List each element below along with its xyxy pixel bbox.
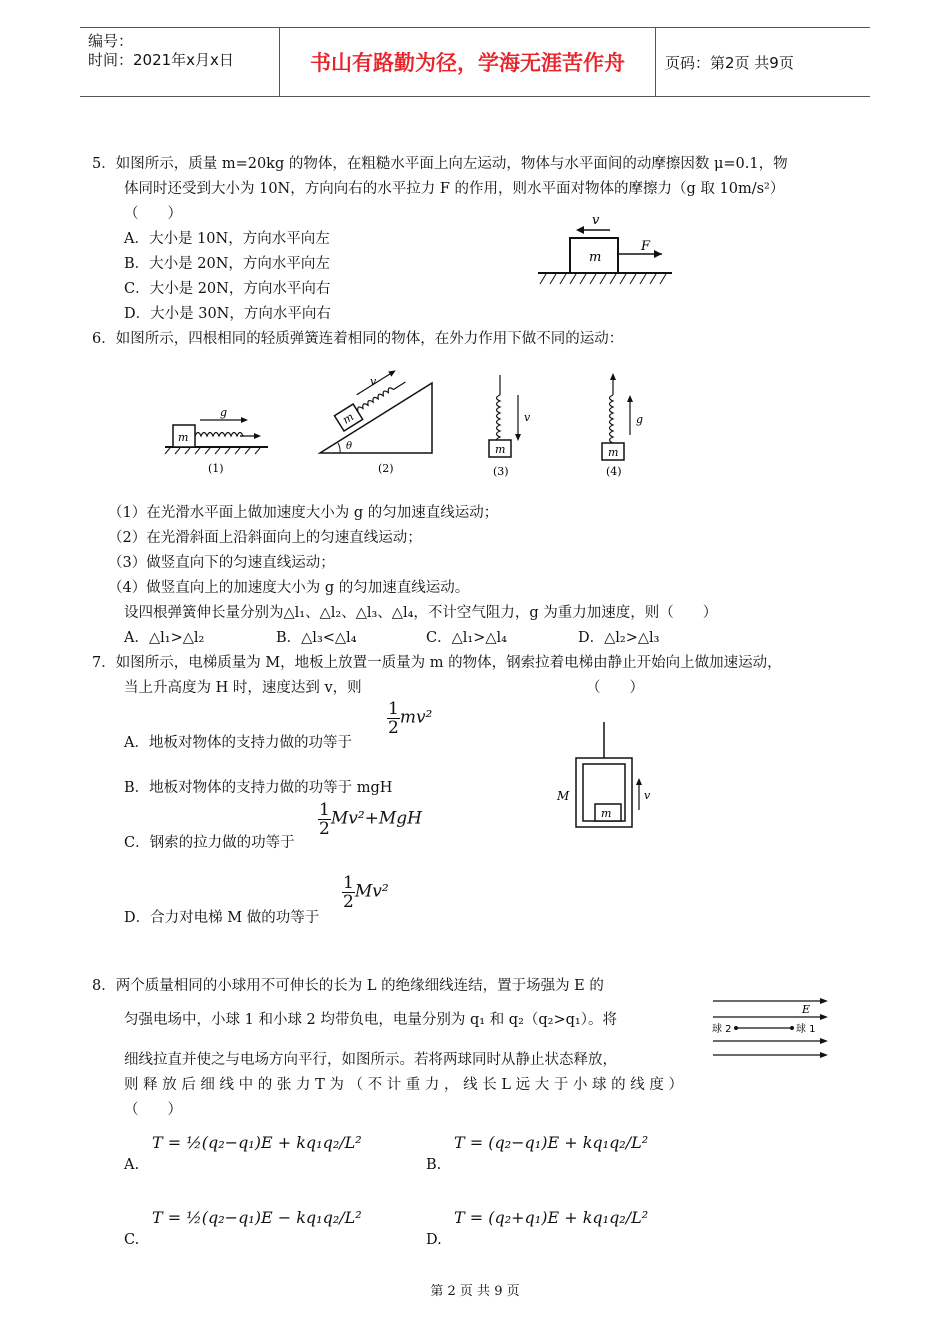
q5-figure: [538, 210, 678, 290]
q5-mass-label: m: [589, 250, 602, 265]
q7-line2: 当上升高度为 H 时，速度达到 v，则: [124, 680, 362, 696]
q5-line2: 体同时还受到大小为 10N，方向向右的水平拉力 F 的作用，则水平面对物体的摩擦力（g 取 10m/s²）: [124, 181, 785, 197]
q6-question: 设四根弹簧伸长量分别为△l₁、△l₂、△l₃、△l₄，不计空气阻力，g 为重力加速度，则（ ）: [124, 605, 718, 621]
q6-fig1-mass: m: [178, 431, 189, 444]
q6-fig3-v: v: [524, 411, 531, 424]
q6-figure: [160, 365, 660, 483]
q8-line2: 匀强电场中，小球 1 和小球 2 均带负电，电量分别为 q₁ 和 q₂（q₂>q₁）。将: [124, 1012, 617, 1028]
q6-option-c: C．△l₁>△l₄: [426, 630, 507, 646]
q8-option-d-expr: T = (q₂+q₁)E + kq₁q₂/L²: [454, 1208, 649, 1227]
q8-line4: 则 释 放 后 细 线 中 的 张 力 T 为 （ 不 计 重 力 ， 线 长 L 远 大 于 小 球 的 线 度 ）: [124, 1077, 683, 1093]
q8-field-figure: [710, 995, 835, 1065]
page-header: [80, 27, 870, 97]
q5-force-label: F: [641, 239, 651, 254]
q6-fig3-number: (3): [493, 465, 509, 478]
q6-item-3: （3）做竖直向下的匀速直线运动；: [108, 555, 335, 571]
q6-option-b: B．△l₃<△l₄: [276, 630, 357, 646]
q7-blank: （ ）: [586, 680, 644, 696]
q7-elevator-label: M: [557, 789, 570, 803]
q8-option-a-expr: T = ½(q₂−q₁)E + kq₁q₂/L²: [152, 1133, 362, 1152]
q6-option-d: D．△l₂>△l₃: [578, 630, 660, 646]
q7-velocity-label: v: [644, 789, 651, 802]
q6-item-2: （2）在光滑斜面上沿斜面向上的匀速直线运动；: [108, 530, 422, 546]
q7-option-b: B．地板对物体的支持力做的功等于 mgH: [124, 780, 393, 796]
q6-item-4: （4）做竖直向上的加速度大小为 g 的匀加速直线运动。: [108, 580, 470, 596]
q6-fig1-number: (1): [208, 462, 224, 475]
q6-fig2-mass: m: [340, 410, 357, 427]
q7-line1: 7．如图所示，电梯质量为 M，地板上放置一质量为 m 的物体，钢索拉着电梯由静止开始向上做加速运动，: [92, 655, 782, 671]
q6-fig4-number: (4): [606, 465, 622, 478]
q6-fig2-theta: θ: [346, 441, 353, 452]
q8-ball1-label: 球 1: [796, 1024, 816, 1035]
q6-fig4-mass: m: [608, 446, 619, 459]
q8-option-c-expr: T = ½(q₂−q₁)E − kq₁q₂/L²: [152, 1208, 362, 1227]
q7-option-a-expr: $\frac{1}{2}$ mv²: [388, 699, 433, 738]
q8-option-a-label: A.: [124, 1157, 140, 1173]
q8-line1: 8．两个质量相同的小球用不可伸长的长为 L 的绝缘细线连结，置于场强为 E 的: [92, 978, 604, 994]
q7-option-d: D．合力对电梯 M 做的功等于: [124, 910, 320, 926]
header-page-label: 页码：第2页 共9页: [665, 53, 794, 72]
q6-fig3-mass: m: [495, 443, 506, 456]
time-label: 时间：2021年x月x日: [88, 51, 234, 69]
q8-option-c-label: C.: [124, 1232, 140, 1248]
q8-ball2-label: 球 2: [712, 1024, 732, 1035]
q7-option-d-expr: $\frac{1}{2}$ Mv²: [343, 873, 389, 912]
q6-item-1: （1）在光滑水平面上做加速度大小为 g 的匀加速直线运动；: [108, 505, 499, 521]
q6-fig1-g: g: [220, 406, 228, 419]
q8-option-b-label: B.: [426, 1157, 442, 1173]
q5-velocity-label: v: [592, 213, 600, 228]
q8-option-b-expr: T = (q₂−q₁)E + kq₁q₂/L²: [454, 1133, 649, 1152]
q5-option-a: A．大小是 10N，方向水平向左: [124, 231, 330, 247]
q6-fig2-v: v: [370, 375, 377, 388]
q7-option-c-expr: $\frac{1}{2}$ Mv²+MgH: [319, 800, 423, 839]
q8-line3: 细线拉直并使之与电场方向平行，如图所示。若将两球同时从静止状态释放，: [124, 1052, 617, 1068]
header-motto: 书山有路勤为径，学海无涯苦作舟: [280, 28, 656, 96]
q8-blank: （ ）: [124, 1102, 182, 1118]
number-label: 编号：: [88, 32, 134, 50]
q8-option-d-label: D.: [426, 1232, 442, 1248]
q5-option-c: C．大小是 20N，方向水平向右: [124, 281, 331, 297]
q5-option-d: D．大小是 30N，方向水平向右: [124, 306, 331, 322]
q7-option-c: C．钢索的拉力做的功等于: [124, 835, 295, 851]
q5-line1: 5．如图所示，质量 m=20kg 的物体，在粗糙水平面上向左运动，物体与水平面间的动摩擦因数 μ=0.1，物: [92, 156, 788, 172]
q5-blank: （ ）: [124, 206, 182, 222]
q6-stem: 6．如图所示，四根相同的轻质弹簧连着相同的物体，在外力作用下做不同的运动：: [92, 331, 624, 347]
q6-fig2-number: (2): [378, 462, 394, 475]
header-meta: [80, 28, 280, 96]
q5-option-b: B．大小是 20N，方向水平向左: [124, 256, 330, 272]
q7-elevator-figure: [555, 720, 665, 832]
q8-field-label: E: [802, 1003, 811, 1016]
q6-fig4-g: g: [636, 413, 644, 426]
q7-option-a: A．地板对物体的支持力做的功等于: [124, 735, 352, 751]
q7-mass-label: m: [601, 807, 612, 820]
q6-option-a: A．△l₁>△l₂: [124, 630, 205, 646]
page-footer: 第 2 页 共 9 页: [430, 1284, 520, 1299]
